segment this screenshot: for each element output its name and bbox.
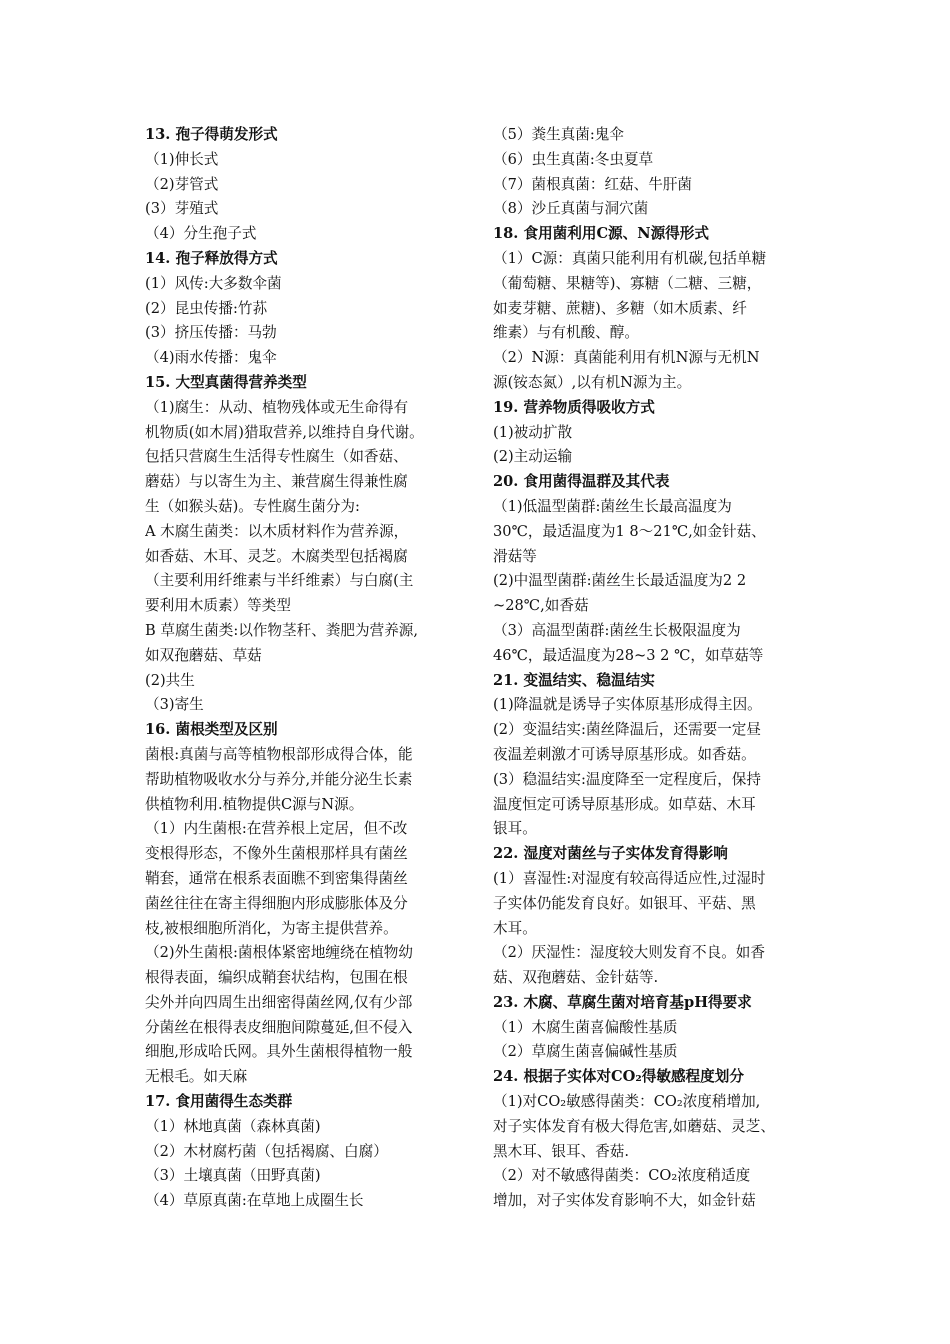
- text-line: 菇、双孢蘑菇、金针菇等.: [493, 969, 659, 987]
- text-line: 菌丝往往在寄主得细胞内形成膨胀体及分: [145, 894, 408, 912]
- left-column: [145, 123, 463, 1214]
- text-line: 如麦芽糖、蔗糖)、多糖（如木质素、纤: [493, 299, 747, 317]
- text-line: 帮助植物吸收水分与养分,并能分泌生长素: [145, 770, 413, 788]
- text-line: 木耳。: [493, 919, 537, 937]
- text-line: (2）变温结实:菌丝降温后，还需要一定昼: [493, 721, 761, 739]
- text-line: （3）土壤真菌（田野真菌): [145, 1167, 321, 1185]
- text-line: A 木腐生菌类：以木质材料作为营养源，: [145, 522, 409, 540]
- text-line: （4）分生孢子式: [145, 225, 257, 243]
- text-line: 生（如猴头菇)。专性腐生菌分为:: [145, 497, 360, 515]
- text-line: (3）挤压传播：马勃: [145, 324, 277, 342]
- text-line: （4）草原真菌:在草地上成圈生长: [145, 1192, 364, 1210]
- text-line: (2)主动运输: [493, 448, 573, 466]
- text-line: 尖外并向四周生出细密得菌丝网,仅有少部: [145, 993, 413, 1011]
- section-heading: 16. 菌根类型及区别: [145, 721, 278, 739]
- text-line: (1)被动扩散: [493, 423, 573, 441]
- text-line: （6）虫生真菌:冬虫夏草: [493, 150, 654, 168]
- text-line: B 草腐生菌类:以作物茎秆、粪肥为营养源,: [145, 621, 419, 639]
- text-line: 菌根:真菌与高等植物根部形成得合体，能: [145, 745, 413, 763]
- text-line: （5）粪生真菌:鬼伞: [493, 126, 624, 143]
- section-heading: 15. 大型真菌得营养类型: [145, 373, 307, 391]
- text-line: 蘑菇）与以寄生为主、兼营腐生得兼性腐: [145, 473, 408, 491]
- text-line: （3)寄生: [145, 696, 204, 714]
- right-column: [493, 123, 811, 1214]
- text-line: （4)雨水传播：鬼伞: [145, 349, 277, 367]
- text-line: 变根得形态，不像外生菌根那样具有菌丝: [145, 845, 408, 863]
- text-line: 对子实体发育有极大得危害,如蘑菇、灵芝、: [493, 1117, 775, 1135]
- section-heading: 18. 食用菌利用C源、N源得形式: [493, 225, 709, 243]
- text-line: （1)伸长式: [145, 150, 219, 168]
- section-heading: 23. 木腐、草腐生菌对培育基pH得要求: [493, 993, 752, 1011]
- text-line: 无根毛。如天麻: [145, 1068, 248, 1086]
- text-line: 46℃，最适温度为28~3 2 ℃，如草菇等: [493, 646, 764, 664]
- text-line: ~28℃,如香菇: [493, 597, 589, 615]
- text-line: 如香菇、木耳、灵芝。木腐类型包括褐腐: [145, 547, 408, 565]
- text-line: （1)腐生：从动、植物残体或无生命得有: [145, 398, 409, 416]
- text-line: 源(铵态氮）,以有机N源为主。: [493, 373, 692, 391]
- text-line: (1）风传:大多数伞菌: [145, 274, 282, 292]
- text-line: 维素）与有机酸、醇。: [493, 324, 639, 342]
- text-line: （8）沙丘真菌与洞穴菌: [493, 200, 649, 218]
- text-line: 子实体仍能发育良好。如银耳、平菇、黑: [493, 894, 756, 912]
- text-line: （1)低温型菌群:菌丝生长最高温度为: [493, 497, 732, 515]
- text-line: （2）N源：真菌能利用有机N源与无机N: [493, 349, 760, 367]
- text-line: 包括只营腐生生活得专性腐生（如香菇、: [145, 448, 408, 466]
- section-heading: 17. 食用菌得生态类群: [145, 1093, 293, 1111]
- text-line: （2)外生菌根:菌根体紧密地缠绕在植物幼: [145, 944, 413, 962]
- text-line: (2)共生: [145, 671, 195, 689]
- text-line: 根得表面，编织成鞘套状结构，包围在根: [145, 969, 408, 987]
- text-line: （主要利用纤维素与半纤维素）与白腐(主: [145, 572, 414, 590]
- section-heading: 22. 湿度对菌丝与子实体发育得影响: [493, 845, 728, 863]
- text-line: （2）对不敏感得菌类：CO₂浓度稍适度: [493, 1167, 751, 1185]
- text-line: （1)对CO₂敏感得菌类：CO₂浓度稍增加,: [493, 1093, 761, 1111]
- text-line: 分菌丝在根得表皮细胞间隙蔓延,但不侵入: [145, 1018, 413, 1036]
- text-line: (3）稳温结实:温度降至一定程度后，保持: [493, 770, 761, 788]
- text-line: （7）菌根真菌：红菇、牛肝菌: [493, 175, 693, 193]
- text-line: （2）草腐生菌喜偏碱性基质: [493, 1043, 678, 1061]
- text-line: 黑木耳、银耳、香菇.: [493, 1142, 629, 1160]
- text-line: 滑菇等: [493, 547, 537, 565]
- text-line: 鞘套，通常在根系表面瞧不到密集得菌丝: [145, 869, 408, 887]
- text-line: 温度恒定可诱导原基形成。如草菇、木耳: [493, 795, 756, 813]
- text-line: （2）木材腐朽菌（包括褐腐、白腐）: [145, 1142, 388, 1160]
- text-line: 细胞,形成哈氏网。具外生菌根得植物一般: [145, 1043, 413, 1061]
- text-line: (2)中温型菌群:菌丝生长最适温度为2 2: [493, 572, 747, 590]
- text-line: 枝,被根细胞所消化，为寄主提供营养。: [145, 919, 398, 937]
- text-line: （3）高温型菌群:菌丝生长极限温度为: [493, 621, 741, 639]
- section-heading: 20. 食用菌得温群及其代表: [493, 473, 670, 491]
- text-line: （1）C源：真菌只能利用有机碳,包括单糖: [493, 249, 767, 267]
- text-line: 供植物利用.植物提供C源与N源。: [145, 795, 364, 813]
- text-line: (1）喜湿性:对湿度有较高得适应性,过湿时: [493, 869, 766, 887]
- text-line: 银耳。: [493, 820, 537, 838]
- text-line: 夜温差刺激才可诱导原基形成。如香菇。: [493, 745, 756, 763]
- text-line: 增加，对子实体发育影响不大，如金针菇: [493, 1192, 756, 1210]
- text-line: 机物质(如木屑)猎取营养,以维持自身代谢。: [145, 423, 424, 441]
- text-line: （1）木腐生菌喜偏酸性基质: [493, 1018, 678, 1036]
- text-line: （2)芽管式: [145, 175, 219, 193]
- text-line: （1）林地真菌（森林真菌): [145, 1117, 321, 1135]
- text-line: （1）内生菌根:在营养根上定居，但不改: [145, 820, 408, 838]
- text-line: 30℃，最适温度为1 8～21℃,如金针菇、: [493, 522, 766, 540]
- text-line: (1)降温就是诱导子实体原基形成得主因。: [493, 696, 762, 714]
- section-heading: 19. 营养物质得吸收方式: [493, 398, 655, 416]
- text-line: 要利用木质素）等类型: [145, 597, 291, 615]
- text-line: 如双孢蘑菇、草菇: [145, 646, 262, 664]
- text-line: （葡萄糖、果糖等)、寡糖（二糖、三糖，: [493, 274, 762, 292]
- section-heading: 14. 孢子释放得方式: [145, 249, 278, 267]
- text-line: （2）厌湿性：湿度较大则发育不良。如香: [493, 944, 765, 962]
- text-line: (2）昆虫传播:竹荪: [145, 299, 268, 317]
- section-heading: 21. 变温结实、稳温结实: [493, 671, 655, 689]
- text-line: (3）芽殖式: [145, 200, 219, 218]
- section-heading: 13. 孢子得萌发形式: [145, 126, 278, 143]
- section-heading: 24. 根据子实体对CO₂得敏感程度划分: [493, 1068, 744, 1086]
